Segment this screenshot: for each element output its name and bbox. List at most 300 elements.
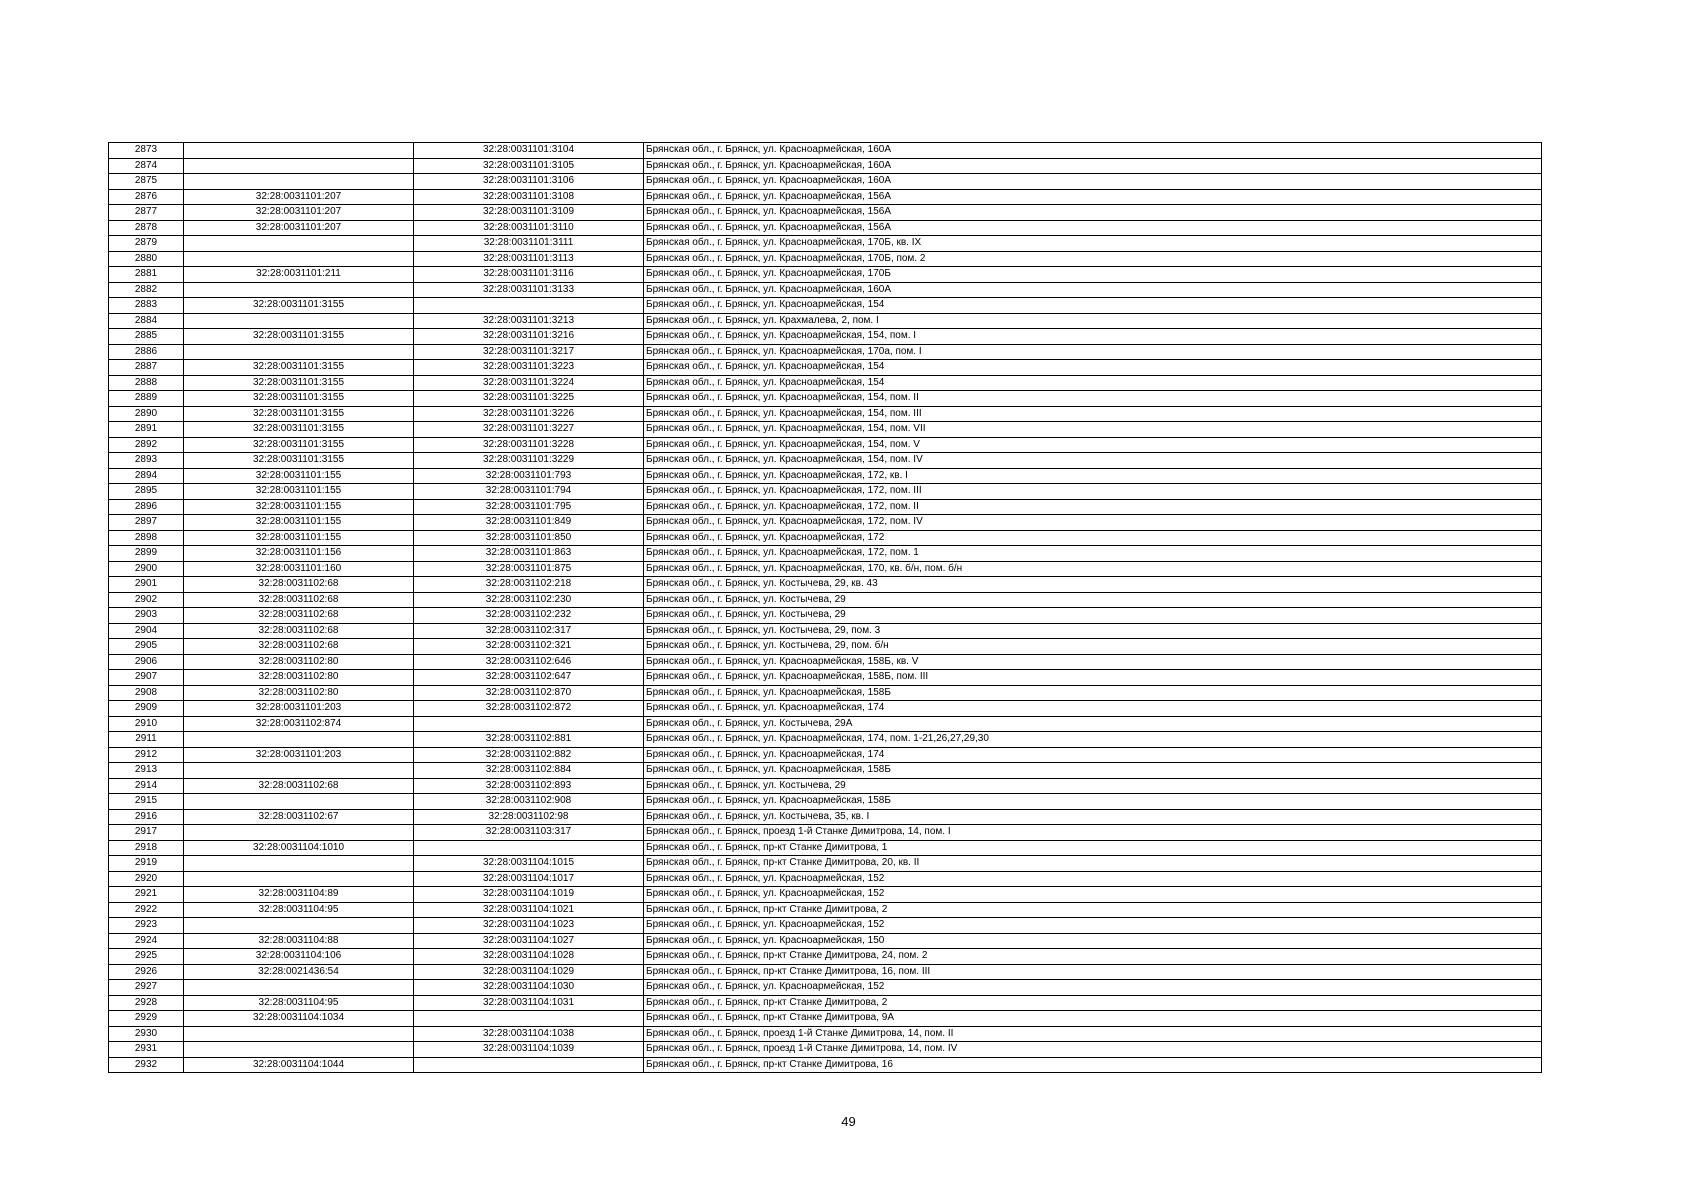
- address-cell: Брянская обл., г. Брянск, ул. Красноармейская, 158Б: [644, 685, 1542, 701]
- address-cell: Брянская обл., г. Брянск, пр-кт Станке Димитрова, 24, пом. 2: [644, 949, 1542, 965]
- parent-cadastral-number-cell: 32:28:0031101:207: [184, 189, 414, 205]
- cadastral-number-cell: 32:28:0031101:3105: [414, 158, 644, 174]
- parent-cadastral-number-cell: [184, 856, 414, 872]
- parent-cadastral-number-cell: 32:28:0031102:80: [184, 670, 414, 686]
- table-row: [109, 406, 1542, 422]
- cadastral-number-cell: 32:28:0031101:3227: [414, 422, 644, 438]
- row-number-cell: 2880: [109, 251, 184, 267]
- address-cell: Брянская обл., г. Брянск, ул. Красноармейская, 156А: [644, 205, 1542, 221]
- row-number-cell: 2889: [109, 391, 184, 407]
- table-row: [109, 251, 1542, 267]
- address-cell: Брянская обл., г. Брянск, пр-кт Станке Димитрова, 1: [644, 840, 1542, 856]
- table-row: [109, 856, 1542, 872]
- cadastral-number-cell: 32:28:0031104:1031: [414, 995, 644, 1011]
- parent-cadastral-number-cell: 32:28:0031102:68: [184, 778, 414, 794]
- parent-cadastral-number-cell: 32:28:0031102:68: [184, 623, 414, 639]
- table-row: [109, 716, 1542, 732]
- table-row: [109, 298, 1542, 314]
- parent-cadastral-number-cell: [184, 282, 414, 298]
- row-number-cell: 2895: [109, 484, 184, 500]
- address-cell: Брянская обл., г. Брянск, ул. Костычева, 29: [644, 778, 1542, 794]
- address-cell: Брянская обл., г. Брянск, ул. Красноармейская, 160А: [644, 174, 1542, 190]
- address-cell: Брянская обл., г. Брянск, ул. Красноармейская, 154: [644, 375, 1542, 391]
- cadastral-number-cell: 32:28:0031101:795: [414, 499, 644, 515]
- row-number-cell: 2911: [109, 732, 184, 748]
- cadastral-number-cell: 32:28:0031101:3225: [414, 391, 644, 407]
- row-number-cell: 2890: [109, 406, 184, 422]
- row-number-cell: 2907: [109, 670, 184, 686]
- address-cell: Брянская обл., г. Брянск, ул. Красноармейская, 156А: [644, 220, 1542, 236]
- row-number-cell: 2896: [109, 499, 184, 515]
- address-cell: Брянская обл., г. Брянск, ул. Красноармейская, 154, пом. VII: [644, 422, 1542, 438]
- table-row: [109, 980, 1542, 996]
- cadastral-number-cell: 32:28:0031101:863: [414, 546, 644, 562]
- table-row: [109, 701, 1542, 717]
- address-cell: Брянская обл., г. Брянск, ул. Красноармейская, 172, пом. II: [644, 499, 1542, 515]
- parent-cadastral-number-cell: [184, 143, 414, 159]
- address-cell: Брянская обл., г. Брянск, ул. Красноармейская, 170Б: [644, 267, 1542, 283]
- cadastral-number-cell: 32:28:0031102:893: [414, 778, 644, 794]
- address-cell: Брянская обл., г. Брянск, ул. Красноармейская, 154: [644, 360, 1542, 376]
- table-row: [109, 143, 1542, 159]
- parent-cadastral-number-cell: 32:28:0031101:3155: [184, 360, 414, 376]
- cadastral-number-cell: 32:28:0031102:646: [414, 654, 644, 670]
- table-row: [109, 840, 1542, 856]
- cadastral-number-cell: 32:28:0031104:1017: [414, 871, 644, 887]
- cadastral-number-cell: 32:28:0031102:882: [414, 747, 644, 763]
- parent-cadastral-number-cell: 32:28:0031101:156: [184, 546, 414, 562]
- cadastral-number-cell: 32:28:0031101:3111: [414, 236, 644, 252]
- row-number-cell: 2926: [109, 964, 184, 980]
- table-row: [109, 747, 1542, 763]
- row-number-cell: 2892: [109, 437, 184, 453]
- table-row: [109, 360, 1542, 376]
- address-cell: Брянская обл., г. Брянск, пр-кт Станке Димитрова, 16, пом. III: [644, 964, 1542, 980]
- row-number-cell: 2919: [109, 856, 184, 872]
- row-number-cell: 2929: [109, 1011, 184, 1027]
- table-row: [109, 1011, 1542, 1027]
- row-number-cell: 2932: [109, 1057, 184, 1073]
- address-cell: Брянская обл., г. Брянск, ул. Костычева, 29, пом. 3: [644, 623, 1542, 639]
- address-cell: Брянская обл., г. Брянск, ул. Красноармейская, 154, пом. I: [644, 329, 1542, 345]
- address-cell: Брянская обл., г. Брянск, ул. Красноармейская, 172, кв. I: [644, 468, 1542, 484]
- address-cell: Брянская обл., г. Брянск, ул. Красноармейская, 154: [644, 298, 1542, 314]
- table-row: [109, 329, 1542, 345]
- table-row: [109, 205, 1542, 221]
- table-row: [109, 887, 1542, 903]
- parent-cadastral-number-cell: 32:28:0031101:211: [184, 267, 414, 283]
- parent-cadastral-number-cell: 32:28:0031102:80: [184, 654, 414, 670]
- table-row: [109, 685, 1542, 701]
- row-number-cell: 2902: [109, 592, 184, 608]
- parent-cadastral-number-cell: 32:28:0031101:3155: [184, 329, 414, 345]
- address-cell: Брянская обл., г. Брянск, ул. Красноармейская, 170Б, кв. IX: [644, 236, 1542, 252]
- table-row: [109, 158, 1542, 174]
- row-number-cell: 2923: [109, 918, 184, 934]
- cadastral-number-cell: 32:28:0031104:1021: [414, 902, 644, 918]
- row-number-cell: 2921: [109, 887, 184, 903]
- row-number-cell: 2913: [109, 763, 184, 779]
- parent-cadastral-number-cell: [184, 1042, 414, 1058]
- cadastral-number-cell: 32:28:0031101:3223: [414, 360, 644, 376]
- cadastral-number-cell: 32:28:0031103:317: [414, 825, 644, 841]
- cadastral-number-cell: 32:28:0031102:218: [414, 577, 644, 593]
- table-row: [109, 484, 1542, 500]
- parent-cadastral-number-cell: 32:28:0031101:3155: [184, 298, 414, 314]
- row-number-cell: 2877: [109, 205, 184, 221]
- address-cell: Брянская обл., г. Брянск, ул. Красноармейская, 174: [644, 747, 1542, 763]
- address-cell: Брянская обл., г. Брянск, ул. Красноармейская, 172, пом. III: [644, 484, 1542, 500]
- table-row: [109, 515, 1542, 531]
- cadastral-number-cell: 32:28:0031104:1039: [414, 1042, 644, 1058]
- address-cell: Брянская обл., г. Брянск, ул. Красноармейская, 158Б: [644, 794, 1542, 810]
- cadastral-number-cell: [414, 716, 644, 732]
- row-number-cell: 2900: [109, 561, 184, 577]
- cadastral-number-cell: 32:28:0031102:872: [414, 701, 644, 717]
- parent-cadastral-number-cell: [184, 313, 414, 329]
- table-row: [109, 778, 1542, 794]
- row-number-cell: 2898: [109, 530, 184, 546]
- cadastral-number-cell: 32:28:0031101:3228: [414, 437, 644, 453]
- table-row: [109, 236, 1542, 252]
- row-number-cell: 2876: [109, 189, 184, 205]
- parent-cadastral-number-cell: [184, 871, 414, 887]
- parent-cadastral-number-cell: 32:28:0031101:3155: [184, 453, 414, 469]
- row-number-cell: 2916: [109, 809, 184, 825]
- parent-cadastral-number-cell: 32:28:0031102:68: [184, 608, 414, 624]
- cadastral-number-cell: 32:28:0031104:1028: [414, 949, 644, 965]
- parent-cadastral-number-cell: [184, 251, 414, 267]
- table-row: [109, 763, 1542, 779]
- parent-cadastral-number-cell: 32:28:0031102:68: [184, 577, 414, 593]
- address-cell: Брянская обл., г. Брянск, ул. Красноармейская, 172: [644, 530, 1542, 546]
- row-number-cell: 2883: [109, 298, 184, 314]
- cadastral-number-cell: 32:28:0031102:232: [414, 608, 644, 624]
- address-cell: Брянская обл., г. Брянск, проезд 1-й Станке Димитрова, 14, пом. IV: [644, 1042, 1542, 1058]
- address-cell: Брянская обл., г. Брянск, ул. Красноармейская, 172, пом. 1: [644, 546, 1542, 562]
- cadastral-number-cell: 32:28:0031101:3110: [414, 220, 644, 236]
- table-row: [109, 1042, 1542, 1058]
- address-cell: Брянская обл., г. Брянск, ул. Костычева, 29, кв. 43: [644, 577, 1542, 593]
- row-number-cell: 2888: [109, 375, 184, 391]
- address-cell: Брянская обл., г. Брянск, ул. Костычева, 29: [644, 608, 1542, 624]
- parent-cadastral-number-cell: 32:28:0031104:89: [184, 887, 414, 903]
- cadastral-number-cell: 32:28:0031102:98: [414, 809, 644, 825]
- parent-cadastral-number-cell: [184, 174, 414, 190]
- table-row: [109, 267, 1542, 283]
- address-cell: Брянская обл., г. Брянск, ул. Красноармейская, 170, кв. б/н, пом. б/н: [644, 561, 1542, 577]
- row-number-cell: 2884: [109, 313, 184, 329]
- cadastral-number-cell: [414, 1057, 644, 1073]
- row-number-cell: 2930: [109, 1026, 184, 1042]
- address-cell: Брянская обл., г. Брянск, пр-кт Станке Димитрова, 2: [644, 902, 1542, 918]
- parent-cadastral-number-cell: 32:28:0031101:3155: [184, 406, 414, 422]
- parent-cadastral-number-cell: 32:28:0031101:3155: [184, 422, 414, 438]
- cadastral-number-cell: 32:28:0031101:849: [414, 515, 644, 531]
- parent-cadastral-number-cell: 32:28:0031101:155: [184, 484, 414, 500]
- cadastral-number-cell: 32:28:0031101:3106: [414, 174, 644, 190]
- row-number-cell: 2928: [109, 995, 184, 1011]
- parent-cadastral-number-cell: [184, 825, 414, 841]
- table-row: [109, 499, 1542, 515]
- address-cell: Брянская обл., г. Брянск, ул. Красноармейская, 152: [644, 871, 1542, 887]
- table-row: [109, 592, 1542, 608]
- table-row: [109, 825, 1542, 841]
- cadastral-number-cell: [414, 1011, 644, 1027]
- parent-cadastral-number-cell: 32:28:0031101:155: [184, 468, 414, 484]
- address-cell: Брянская обл., г. Брянск, ул. Красноармейская, 154, пом. V: [644, 437, 1542, 453]
- address-cell: Брянская обл., г. Брянск, ул. Красноармейская, 174, пом. 1-21,26,27,29,30: [644, 732, 1542, 748]
- cadastral-number-cell: 32:28:0031104:1019: [414, 887, 644, 903]
- table-row: [109, 561, 1542, 577]
- parent-cadastral-number-cell: 32:28:0021436:54: [184, 964, 414, 980]
- address-cell: Брянская обл., г. Брянск, пр-кт Станке Димитрова, 16: [644, 1057, 1542, 1073]
- address-cell: Брянская обл., г. Брянск, ул. Костычева, 29: [644, 592, 1542, 608]
- table-row: [109, 174, 1542, 190]
- row-number-cell: 2914: [109, 778, 184, 794]
- parent-cadastral-number-cell: 32:28:0031101:3155: [184, 437, 414, 453]
- cadastral-number-cell: 32:28:0031101:3226: [414, 406, 644, 422]
- table-row: [109, 1026, 1542, 1042]
- table-row: [109, 530, 1542, 546]
- cadastral-number-cell: 32:28:0031104:1038: [414, 1026, 644, 1042]
- row-number-cell: 2874: [109, 158, 184, 174]
- address-cell: Брянская обл., г. Брянск, ул. Красноармейская, 158Б, пом. III: [644, 670, 1542, 686]
- table-row: [109, 902, 1542, 918]
- row-number-cell: 2887: [109, 360, 184, 376]
- table-row: [109, 809, 1542, 825]
- table-row: [109, 313, 1542, 329]
- parent-cadastral-number-cell: [184, 918, 414, 934]
- cadastral-number-cell: 32:28:0031102:884: [414, 763, 644, 779]
- address-cell: Брянская обл., г. Брянск, проезд 1-й Станке Димитрова, 14, пом. II: [644, 1026, 1542, 1042]
- table-row: [109, 577, 1542, 593]
- address-cell: Брянская обл., г. Брянск, ул. Крахмалева, 2, пом. I: [644, 313, 1542, 329]
- row-number-cell: 2918: [109, 840, 184, 856]
- parent-cadastral-number-cell: 32:28:0031101:203: [184, 701, 414, 717]
- parent-cadastral-number-cell: 32:28:0031102:68: [184, 639, 414, 655]
- table-row: [109, 732, 1542, 748]
- cadastral-number-cell: 32:28:0031102:870: [414, 685, 644, 701]
- cadastral-number-cell: 32:28:0031101:3109: [414, 205, 644, 221]
- address-cell: Брянская обл., г. Брянск, ул. Красноармейская, 152: [644, 887, 1542, 903]
- parent-cadastral-number-cell: 32:28:0031101:155: [184, 499, 414, 515]
- cadastral-number-cell: 32:28:0031101:850: [414, 530, 644, 546]
- row-number-cell: 2931: [109, 1042, 184, 1058]
- registry-table-container: [108, 142, 1541, 1073]
- row-number-cell: 2925: [109, 949, 184, 965]
- parent-cadastral-number-cell: 32:28:0031102:67: [184, 809, 414, 825]
- table-row: [109, 639, 1542, 655]
- address-cell: Брянская обл., г. Брянск, ул. Костычева, 35, кв. I: [644, 809, 1542, 825]
- address-cell: Брянская обл., г. Брянск, ул. Красноармейская, 174: [644, 701, 1542, 717]
- row-number-cell: 2905: [109, 639, 184, 655]
- parent-cadastral-number-cell: 32:28:0031104:1044: [184, 1057, 414, 1073]
- row-number-cell: 2912: [109, 747, 184, 763]
- parent-cadastral-number-cell: 32:28:0031101:203: [184, 747, 414, 763]
- table-row: [109, 871, 1542, 887]
- cadastral-number-cell: 32:28:0031102:317: [414, 623, 644, 639]
- address-cell: Брянская обл., г. Брянск, проезд 1-й Станке Димитрова, 14, пом. I: [644, 825, 1542, 841]
- row-number-cell: 2882: [109, 282, 184, 298]
- parent-cadastral-number-cell: 32:28:0031101:207: [184, 205, 414, 221]
- table-row: [109, 995, 1542, 1011]
- table-row: [109, 453, 1542, 469]
- parent-cadastral-number-cell: [184, 763, 414, 779]
- row-number-cell: 2924: [109, 933, 184, 949]
- parent-cadastral-number-cell: 32:28:0031102:874: [184, 716, 414, 732]
- cadastral-number-cell: 32:28:0031101:3108: [414, 189, 644, 205]
- address-cell: Брянская обл., г. Брянск, пр-кт Станке Димитрова, 9А: [644, 1011, 1542, 1027]
- table-row: [109, 189, 1542, 205]
- address-cell: Брянская обл., г. Брянск, ул. Красноармейская, 158Б, кв. V: [644, 654, 1542, 670]
- address-cell: Брянская обл., г. Брянск, ул. Красноармейская, 156А: [644, 189, 1542, 205]
- address-cell: Брянская обл., г. Брянск, ул. Красноармейская, 172, пом. IV: [644, 515, 1542, 531]
- row-number-cell: 2927: [109, 980, 184, 996]
- table-row: [109, 1057, 1542, 1073]
- address-cell: Брянская обл., г. Брянск, ул. Красноармейская, 160А: [644, 158, 1542, 174]
- cadastral-number-cell: 32:28:0031102:321: [414, 639, 644, 655]
- table-row: [109, 375, 1542, 391]
- cadastral-number-cell: 32:28:0031101:3113: [414, 251, 644, 267]
- row-number-cell: 2901: [109, 577, 184, 593]
- address-cell: Брянская обл., г. Брянск, ул. Красноармейская, 158Б: [644, 763, 1542, 779]
- parent-cadastral-number-cell: 32:28:0031104:1010: [184, 840, 414, 856]
- parent-cadastral-number-cell: 32:28:0031101:3155: [184, 391, 414, 407]
- table-row: [109, 623, 1542, 639]
- cadastral-number-cell: 32:28:0031101:3217: [414, 344, 644, 360]
- address-cell: Брянская обл., г. Брянск, ул. Красноармейская, 152: [644, 918, 1542, 934]
- row-number-cell: 2886: [109, 344, 184, 360]
- address-cell: Брянская обл., г. Брянск, пр-кт Станке Димитрова, 20, кв. II: [644, 856, 1542, 872]
- address-cell: Брянская обл., г. Брянск, пр-кт Станке Димитрова, 2: [644, 995, 1542, 1011]
- cadastral-number-cell: 32:28:0031101:3213: [414, 313, 644, 329]
- row-number-cell: 2920: [109, 871, 184, 887]
- parent-cadastral-number-cell: 32:28:0031104:95: [184, 995, 414, 1011]
- row-number-cell: 2908: [109, 685, 184, 701]
- parent-cadastral-number-cell: [184, 344, 414, 360]
- address-cell: Брянская обл., г. Брянск, ул. Красноармейская, 154, пом. III: [644, 406, 1542, 422]
- table-row: [109, 282, 1542, 298]
- cadastral-number-cell: 32:28:0031101:3104: [414, 143, 644, 159]
- cadastral-number-cell: 32:28:0031101:3133: [414, 282, 644, 298]
- row-number-cell: 2910: [109, 716, 184, 732]
- cadastral-number-cell: 32:28:0031101:875: [414, 561, 644, 577]
- parent-cadastral-number-cell: 32:28:0031102:68: [184, 592, 414, 608]
- parent-cadastral-number-cell: [184, 980, 414, 996]
- cadastral-number-cell: 32:28:0031101:794: [414, 484, 644, 500]
- table-row: [109, 949, 1542, 965]
- parent-cadastral-number-cell: [184, 732, 414, 748]
- address-cell: Брянская обл., г. Брянск, ул. Красноармейская, 160А: [644, 282, 1542, 298]
- cadastral-number-cell: 32:28:0031104:1023: [414, 918, 644, 934]
- cadastral-number-cell: 32:28:0031101:3116: [414, 267, 644, 283]
- parent-cadastral-number-cell: 32:28:0031101:3155: [184, 375, 414, 391]
- parent-cadastral-number-cell: [184, 1026, 414, 1042]
- row-number-cell: 2878: [109, 220, 184, 236]
- cadastral-number-cell: 32:28:0031101:3229: [414, 453, 644, 469]
- row-number-cell: 2915: [109, 794, 184, 810]
- parent-cadastral-number-cell: 32:28:0031101:160: [184, 561, 414, 577]
- table-row: [109, 391, 1542, 407]
- row-number-cell: 2904: [109, 623, 184, 639]
- row-number-cell: 2881: [109, 267, 184, 283]
- parent-cadastral-number-cell: 32:28:0031102:80: [184, 685, 414, 701]
- table-row: [109, 918, 1542, 934]
- parent-cadastral-number-cell: 32:28:0031104:106: [184, 949, 414, 965]
- row-number-cell: 2894: [109, 468, 184, 484]
- cadastral-number-cell: 32:28:0031104:1015: [414, 856, 644, 872]
- table-row: [109, 546, 1542, 562]
- table-row: [109, 220, 1542, 236]
- row-number-cell: 2903: [109, 608, 184, 624]
- parent-cadastral-number-cell: 32:28:0031101:155: [184, 530, 414, 546]
- row-number-cell: 2909: [109, 701, 184, 717]
- row-number-cell: 2899: [109, 546, 184, 562]
- row-number-cell: 2917: [109, 825, 184, 841]
- table-row: [109, 654, 1542, 670]
- row-number-cell: 2906: [109, 654, 184, 670]
- address-cell: Брянская обл., г. Брянск, ул. Красноармейская, 170а, пом. I: [644, 344, 1542, 360]
- parent-cadastral-number-cell: 32:28:0031104:88: [184, 933, 414, 949]
- row-number-cell: 2893: [109, 453, 184, 469]
- cadastral-number-cell: 32:28:0031104:1027: [414, 933, 644, 949]
- parent-cadastral-number-cell: 32:28:0031104:1034: [184, 1011, 414, 1027]
- registry-table-body: [109, 143, 1542, 1073]
- page-number: 49: [841, 1114, 856, 1129]
- parent-cadastral-number-cell: [184, 236, 414, 252]
- table-row: [109, 437, 1542, 453]
- row-number-cell: 2885: [109, 329, 184, 345]
- cadastral-number-cell: 32:28:0031102:881: [414, 732, 644, 748]
- address-cell: Брянская обл., г. Брянск, ул. Красноармейская, 154, пом. IV: [644, 453, 1542, 469]
- parent-cadastral-number-cell: 32:28:0031101:155: [184, 515, 414, 531]
- cadastral-number-cell: 32:28:0031101:793: [414, 468, 644, 484]
- cadastral-number-cell: 32:28:0031101:3224: [414, 375, 644, 391]
- table-row: [109, 468, 1542, 484]
- table-row: [109, 964, 1542, 980]
- address-cell: Брянская обл., г. Брянск, ул. Костычева, 29, пом. б/н: [644, 639, 1542, 655]
- cadastral-number-cell: 32:28:0031101:3216: [414, 329, 644, 345]
- table-row: [109, 670, 1542, 686]
- cadastral-number-cell: 32:28:0031104:1029: [414, 964, 644, 980]
- cadastral-number-cell: 32:28:0031104:1030: [414, 980, 644, 996]
- address-cell: Брянская обл., г. Брянск, ул. Красноармейская, 152: [644, 980, 1542, 996]
- address-cell: Брянская обл., г. Брянск, ул. Красноармейская, 160А: [644, 143, 1542, 159]
- row-number-cell: 2891: [109, 422, 184, 438]
- cadastral-number-cell: 32:28:0031102:647: [414, 670, 644, 686]
- parent-cadastral-number-cell: [184, 158, 414, 174]
- row-number-cell: 2875: [109, 174, 184, 190]
- cadastral-number-cell: 32:28:0031102:230: [414, 592, 644, 608]
- address-cell: Брянская обл., г. Брянск, ул. Красноармейская, 150: [644, 933, 1542, 949]
- row-number-cell: 2879: [109, 236, 184, 252]
- row-number-cell: 2922: [109, 902, 184, 918]
- registry-table: [108, 142, 1542, 1073]
- cadastral-number-cell: [414, 840, 644, 856]
- table-row: [109, 933, 1542, 949]
- table-row: [109, 608, 1542, 624]
- address-cell: Брянская обл., г. Брянск, ул. Костычева, 29А: [644, 716, 1542, 732]
- address-cell: Брянская обл., г. Брянск, ул. Красноармейская, 154, пом. II: [644, 391, 1542, 407]
- table-row: [109, 794, 1542, 810]
- table-row: [109, 344, 1542, 360]
- cadastral-number-cell: 32:28:0031102:908: [414, 794, 644, 810]
- row-number-cell: 2897: [109, 515, 184, 531]
- parent-cadastral-number-cell: 32:28:0031104:95: [184, 902, 414, 918]
- cadastral-number-cell: [414, 298, 644, 314]
- table-row: [109, 422, 1542, 438]
